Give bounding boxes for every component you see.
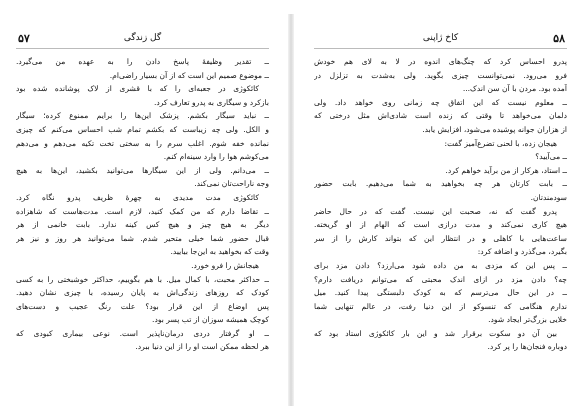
text-line: ــ استاد، هرکار از من برآید خواهم کرد. [445, 165, 567, 175]
text-line: ــ موضوع صمیم این است که از آن بسیار راضی‌ام. [109, 70, 269, 80]
text-line: هیچ کاری نمی‌کند و مدت درازی است که الهام از او گریخته. [314, 220, 567, 230]
text-line: فرو می‌رود. نمی‌توانست چیزی بگوید. ولی به‌شدت به تزلزل در [314, 70, 567, 80]
text-line: ــ می‌دانم. ولی از این سیگارها می‌توانید بکشید، این‌ها به هیچ [16, 165, 269, 175]
text-line: از هزاران جوانه پوشیده می‌شود، افزایش یابد. [422, 124, 567, 134]
text-line: کائکوژی مدت مدیدی به چهرهٔ ظریف پدرو نگاه کرد. [16, 192, 259, 202]
right-page [314, 30, 567, 402]
text-line: بازکرد و سیگاری به پدرو تعارف کرد. [153, 97, 269, 107]
text-line: ــ تقدیر وظیفهٔ پاسخ دادن را به عهده من می‌گیرد. [16, 57, 269, 66]
left-page-header [16, 30, 269, 49]
text-line: دوباره فنجان‌ها را پر کرد. [487, 342, 567, 352]
text-line: ــ می‌آیید؟ [535, 152, 567, 162]
text-line: ــ معلوم نیست که این اتفاق چه زمانی روی خواهد داد. ولی [314, 97, 567, 107]
text-line: قبال حضور شما خیلی متحیر شدم. شما می‌توانید هر روز و نیز هر [16, 233, 269, 243]
right-page-body [314, 55, 567, 354]
text-line: چه؟ دادن مزد در ازای اندک محبتی که می‌توانم دریافت دارم؟ [314, 274, 567, 284]
text-line: پدرو گفت که نه، صحبت این نیست. گفت که در حال حاضر [314, 206, 557, 216]
book-gutter [288, 14, 294, 406]
text-line: هر لحظه ممکن است او را از این دنیا ببرد. [135, 342, 269, 352]
text-line: و الکل. ولی چه زیباست که بکشم تمام شب احساس می‌کنم که چیزی [16, 124, 269, 134]
left-page-body [16, 55, 269, 354]
text-line: وقت که بخواهید به این‌جا بیایید. [170, 247, 269, 257]
text-line: ــ او گرفتار دردی درمان‌ناپذیر است. نوعی بیماری کبودی که [16, 328, 269, 338]
text-line: ــ نباید سیگار بکشم. پزشک این‌ها را برایم ممنوع کرده؛ سیگار [16, 111, 269, 121]
text-line: کوچک همیشه سوزان از تب پسر بود. [152, 315, 269, 325]
text-line: کائکوژی در جعبه‌ای را که با قشری از لاک پوشانده شده بود [16, 84, 259, 94]
left-page [16, 30, 269, 402]
text-line: دلمان می‌خواهد تا وقتی که زنده است شادی‌اش مثل درختی که [314, 111, 567, 121]
text-line: وجه ناراحت‌تان نمی‌کند. [194, 179, 269, 189]
text-line: هیجان زده، با لحنی تضرع‌آمیز گفت: [444, 138, 557, 148]
text-line: پس اوضاع از این قرار بود؟ علت رنگ عجیب و دست‌های [16, 301, 269, 311]
right-page-running-title: کاخ ژاپنی [422, 33, 459, 43]
text-line: آمده بود. مردن با آن سن اندک... [462, 84, 567, 94]
text-line: خلایی بزرگ‌تر ایجاد شود. [488, 315, 567, 325]
text-line: سودمندتان. [530, 192, 567, 202]
text-line: پدرو احساس کرد که چنگ‌های اندوه در لا به لای هم خودش [314, 57, 567, 66]
text-line: ــ تقاضا دارم که من کمک کنید، لازم است. مدت‌هاست که شاهزاده [16, 206, 269, 216]
text-line: ــ حداکثر محبت، با کمال میل. با هم بگوییم، حداکثر خوشبختی را به کسی [16, 274, 269, 284]
text-line: ــ پس این که مزدی به من داده شود می‌ارزد؟ دادن مزد برای [314, 260, 567, 270]
text-line: ساعت‌هایی با کاهلی و در انتظار این که بتواند کارش را از سر [314, 233, 567, 243]
right-page-number: ۵۸ [553, 32, 565, 45]
text-line: ندارم هنگامی که تنسوکو از این دنیا رفت، در عالم تنهایی شما [314, 301, 567, 311]
left-page-running-title: گل زندگی [123, 33, 162, 43]
left-page-number: ۵۷ [18, 32, 30, 45]
text-line: نمانده خفه شوم. اغلب سرم را به سختی تخت تکیه می‌دهم و می‌دهم [16, 138, 269, 148]
text-line: ــ در این حال می‌ترسم که به کودک دلبستگی پیدا کنید. میل [314, 288, 567, 298]
text-line: کودک که روزهای زندگی‌اش به پایان رسیده، با چیزی نشان دهید. [16, 288, 269, 298]
text-line: می‌کوشم هوا را وارد سینه‌ام کنم. [163, 152, 269, 162]
text-line: ــ بابت کارتان هر چه بخواهید به شما می‌دهیم. بابت حضور [314, 179, 567, 189]
text-line: بین آن دو سکوت برقرار شد و این بار کائکوژی استاد بود که [314, 328, 557, 338]
text-line: هیجانش را فرو خورد. [191, 260, 259, 270]
text-line: بگیرد، می‌گذرد و اضافه کرد: [477, 247, 567, 257]
right-page-header [314, 30, 567, 49]
text-line: دیگر به هیچ چیز و هیچ کس کینه ندارد. بابت خانمی از هر [16, 220, 269, 230]
